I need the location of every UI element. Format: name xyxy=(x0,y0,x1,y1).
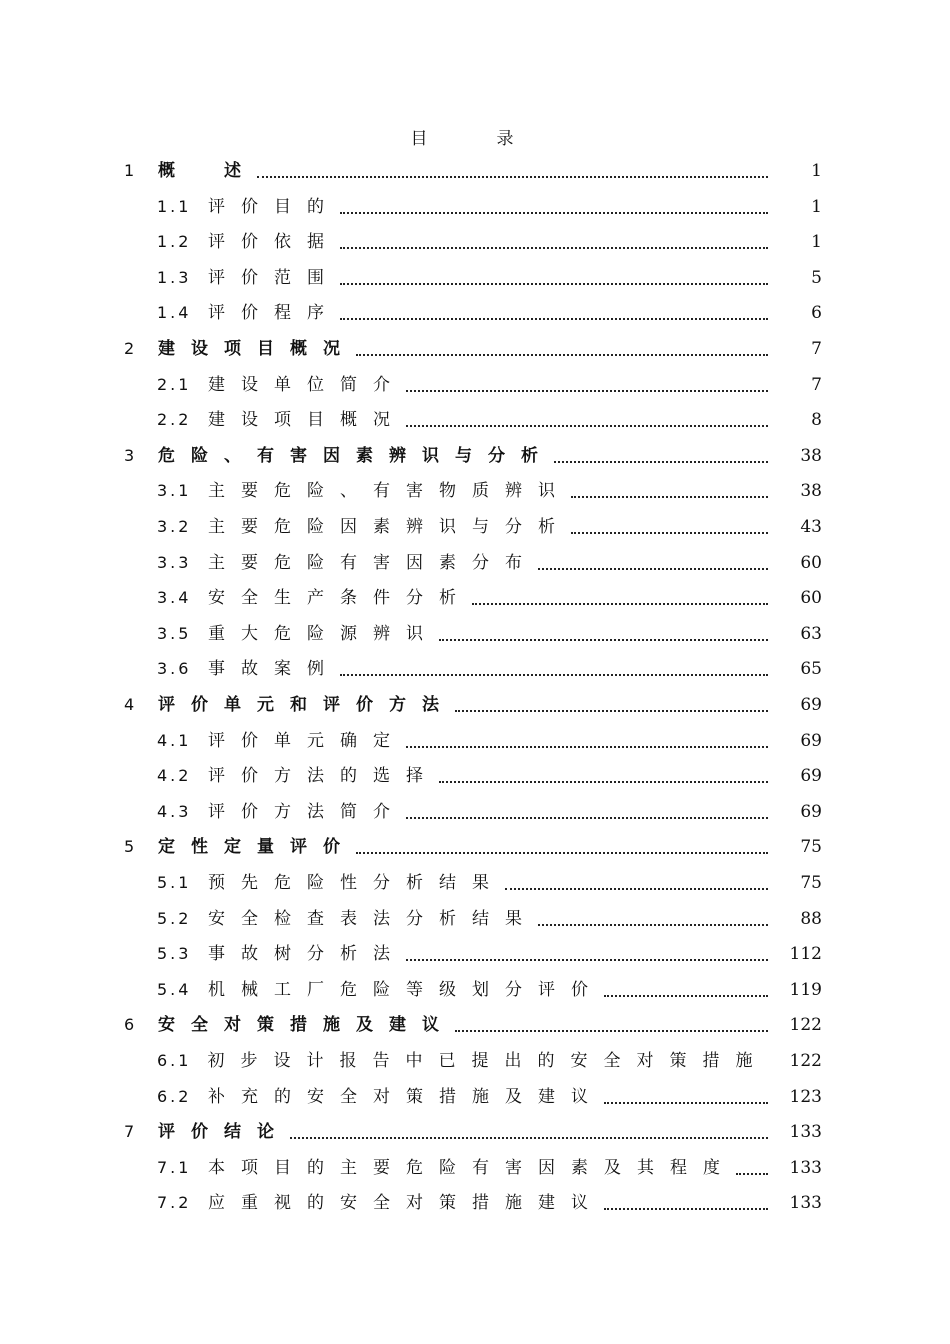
toc-entry-title: 建设单位简介 xyxy=(208,374,406,395)
toc-entry-title: 主要危险有害因素分布 xyxy=(208,552,538,573)
toc-entry-page: 65 xyxy=(800,659,822,680)
dot-leader xyxy=(571,532,768,534)
toc-entry-number: 3.1 xyxy=(157,481,192,501)
toc-entry-number: 5.3 xyxy=(157,944,192,964)
toc-entry-title: 安全对策措施及建议 xyxy=(158,1015,455,1036)
toc-entry-page: 69 xyxy=(800,801,822,822)
toc-entry-page: 122 xyxy=(789,1051,822,1071)
toc-chapter-entry[interactable] xyxy=(124,1007,822,1043)
toc-section-entry[interactable] xyxy=(157,473,822,509)
toc-entry-title: 主要危险、有害物质辨识 xyxy=(208,481,571,502)
toc-entry-number: 5 xyxy=(124,837,138,857)
toc-section-entry[interactable] xyxy=(157,972,822,1008)
toc-entry-number: 3.6 xyxy=(157,659,192,679)
toc-section-entry[interactable] xyxy=(157,794,822,830)
toc-section-entry[interactable] xyxy=(157,723,822,759)
toc-section-entry[interactable] xyxy=(157,509,822,545)
toc-entry-page: 38 xyxy=(800,481,822,502)
toc-entry-number: 3.3 xyxy=(157,552,192,572)
toc-section-entry[interactable] xyxy=(157,865,822,901)
dot-leader xyxy=(406,425,768,427)
toc-entry-title: 定性定量评价 xyxy=(158,837,356,858)
dot-leader xyxy=(455,1030,768,1032)
toc-entry-page: 75 xyxy=(800,873,822,893)
dot-leader xyxy=(290,1137,768,1139)
dot-leader xyxy=(406,746,768,748)
toc-entry-number: 5.4 xyxy=(157,979,192,999)
toc-section-entry[interactable] xyxy=(157,580,822,616)
toc-entry-title: 安全生产条件分析 xyxy=(208,588,472,609)
toc-chapter-entry[interactable] xyxy=(124,829,822,865)
toc-entry-number: 7.2 xyxy=(157,1193,192,1213)
toc-section-entry[interactable] xyxy=(157,758,822,794)
toc-entry-title: 预先危险性分析结果 xyxy=(208,873,505,893)
toc-section-entry[interactable] xyxy=(157,616,822,652)
toc-entry-number: 1.3 xyxy=(157,267,192,287)
toc-entry-page: 133 xyxy=(789,1122,822,1143)
dot-leader xyxy=(538,568,768,570)
toc-section-entry[interactable] xyxy=(157,651,822,687)
toc-entry-page: 88 xyxy=(800,908,822,929)
dot-leader xyxy=(604,1102,768,1104)
toc-section-entry[interactable] xyxy=(157,224,822,260)
toc-entry-title: 建设项目概况 xyxy=(158,339,356,359)
toc-entry-number: 3.5 xyxy=(157,623,192,643)
toc-entry-number: 4.2 xyxy=(157,766,192,786)
toc-section-entry[interactable] xyxy=(157,901,822,937)
toc-entry-title: 评价方法的选择 xyxy=(208,766,439,787)
toc-section-entry[interactable] xyxy=(157,545,822,581)
toc-entry-title: 重大危险源辨识 xyxy=(208,623,439,644)
toc-entry-page: 7 xyxy=(811,374,822,395)
toc-entry-page: 122 xyxy=(789,1015,822,1036)
toc-entry-title: 机械工厂危险等级划分评价 xyxy=(208,979,604,1000)
toc-entry-page: 75 xyxy=(800,837,822,858)
toc-section-entry[interactable] xyxy=(157,936,822,972)
dot-leader xyxy=(356,354,768,356)
toc-entry-number: 4.3 xyxy=(157,801,192,821)
dot-leader xyxy=(538,924,768,926)
dot-leader xyxy=(340,318,768,320)
toc-entry-number: 4 xyxy=(124,695,138,714)
toc-entry-page: 43 xyxy=(800,517,822,537)
toc-entry-number: 6.1 xyxy=(157,1051,192,1070)
toc-entry-page: 133 xyxy=(789,1157,822,1178)
dot-leader xyxy=(406,817,768,819)
toc-entry-page: 112 xyxy=(789,944,822,965)
toc-entry-page: 8 xyxy=(811,410,822,431)
dot-leader xyxy=(472,603,768,605)
toc-section-entry[interactable] xyxy=(157,1043,822,1079)
toc-entry-number: 2.1 xyxy=(157,374,192,394)
toc-chapter-entry[interactable] xyxy=(124,687,822,723)
toc-entry-title: 主要危险因素辨识与分析 xyxy=(208,517,571,537)
toc-entry-number: 5.2 xyxy=(157,908,192,928)
toc-chapter-entry[interactable] xyxy=(124,331,822,367)
dot-leader xyxy=(257,176,768,178)
toc-entry-title: 应重视的安全对策措施建议 xyxy=(208,1193,604,1214)
dot-leader xyxy=(439,639,768,641)
toc-entry-page: 7 xyxy=(811,339,822,359)
dot-leader xyxy=(604,1208,768,1210)
toc-entry-page: 60 xyxy=(800,588,822,609)
toc-entry-title: 安全检查表法分析结果 xyxy=(208,908,538,929)
toc-entry-title: 概 述 xyxy=(158,161,257,181)
toc-entry-page: 69 xyxy=(800,730,822,751)
toc-section-entry[interactable] xyxy=(157,189,822,225)
toc-entry-title: 评价结论 xyxy=(158,1122,290,1143)
dot-leader xyxy=(340,212,768,214)
toc-entry-title: 本项目的主要危险有害因素及其程度 xyxy=(208,1157,736,1178)
toc-entry-page: 63 xyxy=(800,623,822,644)
toc-entry-number: 2.2 xyxy=(157,410,192,430)
toc-entry-number: 5.1 xyxy=(157,873,192,892)
toc-entry-title: 评价单元和评价方法 xyxy=(158,695,455,715)
toc-entry-number: 7.1 xyxy=(157,1157,192,1177)
toc-entry-title: 初步设计报告中已提出的安全对策措施 xyxy=(207,1051,769,1071)
toc-entry-title: 事故案例 xyxy=(208,659,340,680)
toc-entry-page: 119 xyxy=(789,979,822,1000)
toc-entry-title: 评价程序 xyxy=(208,303,340,324)
toc-entry-title: 评价目的 xyxy=(208,196,340,217)
toc-entry-number: 3.2 xyxy=(157,517,192,536)
toc-section-entry[interactable] xyxy=(157,1185,822,1221)
toc-section-entry[interactable] xyxy=(157,402,822,438)
toc-section-entry[interactable] xyxy=(157,260,822,296)
dot-leader xyxy=(455,710,768,712)
toc-entry-number: 6 xyxy=(124,1015,138,1035)
toc-entry-number: 1.1 xyxy=(157,196,192,216)
toc-entry-title: 评价单元确定 xyxy=(208,730,406,751)
dot-leader xyxy=(406,959,768,961)
toc-entry-page: 133 xyxy=(789,1193,822,1214)
dot-leader xyxy=(554,461,768,463)
toc-entry-number: 1 xyxy=(124,161,138,180)
toc-entry-page: 123 xyxy=(789,1086,822,1107)
dot-leader xyxy=(406,390,768,392)
toc-entry-number: 1.4 xyxy=(157,303,192,323)
dot-leader xyxy=(571,496,768,498)
dot-leader xyxy=(340,247,768,249)
dot-leader xyxy=(356,852,768,854)
toc-entry-number: 7 xyxy=(124,1122,138,1142)
toc-title: 目 录 xyxy=(410,129,540,149)
toc-chapter-entry[interactable] xyxy=(124,438,822,474)
toc-entry-page: 60 xyxy=(800,552,822,573)
toc-section-entry[interactable] xyxy=(157,1150,822,1186)
toc-entry-page: 5 xyxy=(811,267,822,288)
dot-leader xyxy=(439,781,768,783)
toc-chapter-entry[interactable] xyxy=(124,153,822,189)
toc-entry-title: 评价范围 xyxy=(208,267,340,288)
toc-entry-title: 建设项目概况 xyxy=(208,410,406,431)
dot-leader xyxy=(340,283,768,285)
toc-entry-title: 评价依据 xyxy=(208,232,340,253)
dot-leader xyxy=(736,1173,768,1175)
toc-entry-title: 评价方法简介 xyxy=(208,801,406,822)
toc-entry-number: 2 xyxy=(124,339,138,358)
toc-entry-number: 3.4 xyxy=(157,588,192,608)
toc-entry-number: 6.2 xyxy=(157,1086,192,1106)
toc-entry-title: 危险、有害因素辨识与分析 xyxy=(158,445,554,466)
toc-entry-page: 69 xyxy=(800,695,822,715)
toc-section-entry[interactable] xyxy=(157,1079,822,1115)
toc-entry-number: 1.2 xyxy=(157,232,192,252)
toc-entry-title: 事故树分析法 xyxy=(208,944,406,965)
dot-leader xyxy=(340,674,768,676)
dot-leader xyxy=(505,888,768,890)
toc-chapter-entry[interactable] xyxy=(124,1114,822,1150)
toc-section-entry[interactable] xyxy=(157,367,822,403)
toc-entry-page: 69 xyxy=(800,766,822,787)
toc-entry-number: 3 xyxy=(124,445,138,465)
toc-entry-page: 1 xyxy=(811,232,822,253)
toc-entry-page: 6 xyxy=(811,303,822,324)
dot-leader xyxy=(604,995,768,997)
toc-entry-title: 补充的安全对策措施及建议 xyxy=(208,1086,604,1107)
toc-entry-page: 1 xyxy=(811,161,822,181)
toc-entry-page: 1 xyxy=(811,196,822,217)
toc-entry-number: 4.1 xyxy=(157,730,192,750)
toc-section-entry[interactable] xyxy=(157,295,822,331)
toc-entry-page: 38 xyxy=(800,445,822,466)
